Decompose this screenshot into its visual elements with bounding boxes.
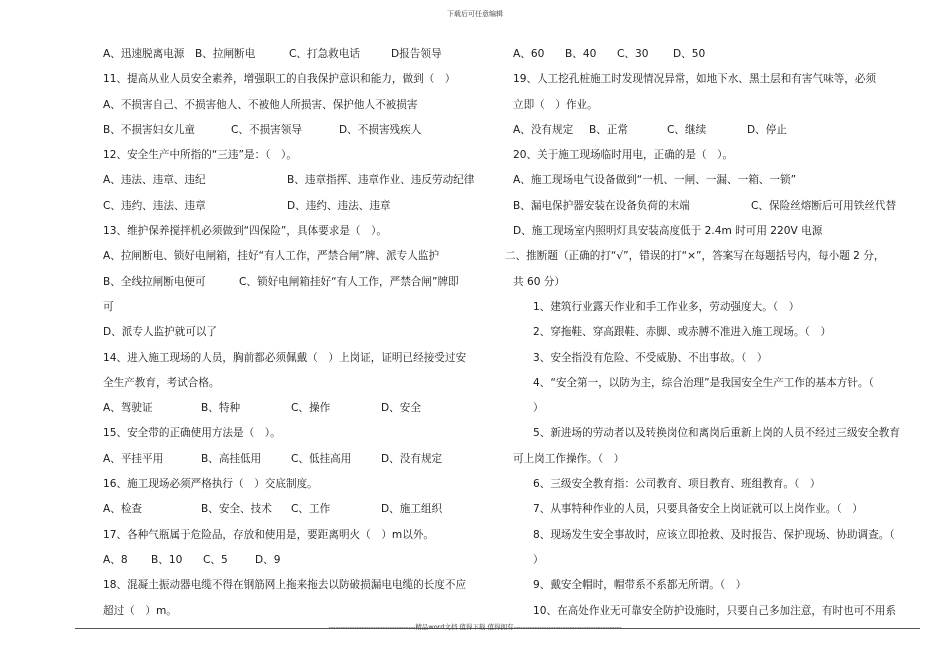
options-q18 [513,42,923,67]
question-15: 15、安全带的正确使用方法是（ ）。 [103,427,281,440]
option-b: B、10 [151,553,183,566]
option-d: D、没有规定 [381,452,443,465]
option-a: A、60 [513,48,545,60]
judgment-continuation: ） [533,553,544,566]
option-c: C、继续 [667,123,707,136]
option-c: C、锁好电闸箱挂好“有人工作，严禁合闸”牌即 [239,275,459,288]
option-b: B、安全、技术 [201,503,272,516]
options-q15 [103,447,493,472]
question-11: 11、提高从业人员安全素养，增强职工的自我保护意识和能力，做到（ ） [103,73,456,86]
option-a: A、检查 [103,503,143,516]
options-q14 [103,396,493,421]
option-line: D、派专人监护就可以了 [103,326,218,339]
options-q11 [103,118,493,143]
option-b: B、漏电保护器安装在设备负荷的末端 [513,199,690,212]
judgment-3: 3、安全指没有危险、不受威胁、不出事故。（ ） [533,351,768,364]
option-a: A、8 [103,553,128,566]
option-b: B、正常 [589,123,629,136]
option-line: A、不损害自己、不损害他人、不被他人所损害、保护他人不被损害 [103,98,418,111]
option-c: C、不损害领导 [231,123,302,136]
right-column [505,42,923,624]
option-c: C、工作 [291,503,331,516]
judgment-continuation: 可上岗工作操作。（ ） [513,452,625,465]
judgment-2: 2、穿拖鞋、穿高跟鞋、赤脚、或赤膊不准进入施工现场。（ ） [533,326,832,339]
question-12: 12、安全生产中所指的“三违”是：（ ）。 [103,149,297,162]
option-d: D、停止 [747,123,787,136]
option-b: B、违章指挥、违章作业、违反劳动纪律 [287,174,475,187]
question-continuation: 立即（ ）作业。 [513,98,598,111]
question-17: 17、各种气瓶属于危险品，存放和使用是，要距离明火（ ）m以外。 [103,528,435,541]
header-note: 下载后可任意编辑 [447,10,503,18]
question-continuation: 全生产教育，考试合格。 [103,376,220,389]
option-d: D、50 [673,48,706,60]
option-b: B、特种 [201,402,241,415]
option-a: A、没有规定 [513,123,574,136]
judgment-5: 5、新进场的劳动者以及转换岗位和离岗后重新上岗的人员不经过三级安全教育 [533,427,900,440]
left-column [103,42,493,624]
question-20: 20、关于施工现场临时用电，正确的是（ ）。 [513,149,734,162]
question-16: 16、施工现场必须严格执行（ ）交底制度。 [103,478,318,491]
judgment-10: 10、在高处作业无可靠安全防护设施时，只要自己多加注意，有时也可不用系 [533,604,897,617]
option-b: B、不损害妇女儿童 [103,123,196,136]
option-line: A、施工现场电气设备做到“一机、一闸、一漏、一箱、一锁” [513,174,797,187]
option-d: D报告领导 [391,48,442,60]
judgment-continuation: ） [533,402,544,415]
option-d: D、安全 [381,402,421,415]
option-d: D、违约、违法、违章 [287,199,391,212]
option-continuation: 可 [103,300,114,313]
option-line: D、施工现场室内照明灯具安装高度低于 2.4m 时可用 220V 电源 [513,225,823,238]
question-18: 18、混凝土振动器电缆不得在钢筋网上拖来拖去以防破损漏电电缆的长度不应 [103,579,467,592]
option-b: B、拉闸断电 [195,48,256,60]
options-q12-ab [103,168,493,193]
option-b: B、高挂低用 [201,452,262,465]
option-d: D、施工组织 [381,503,443,516]
option-d: D、不损害残疾人 [339,123,422,136]
options-q19 [513,118,923,143]
option-a: A、平挂平用 [103,452,164,465]
option-a: A、迅速脱离电源 [103,48,185,60]
option-c: C、低挂高用 [291,452,352,465]
footer-note: -------------------------------------精品word文档 值得下载 值得拥有---------------------------------------------- [328,623,622,631]
options-q10 [103,42,493,67]
option-b: B、40 [565,48,597,60]
judgment-8: 8、现场发生安全事故时，应该立即抢救、及时报告、保护现场、协助调查。（ [533,528,895,541]
option-c: C、5 [203,553,228,566]
section-heading-continuation: 共 60 分） [513,275,565,288]
judgment-9: 9、戴安全帽时，帽带系不系都无所谓。（ ） [533,579,747,592]
option-d: D、9 [255,553,281,566]
options-q16 [103,497,493,522]
options-q17 [103,548,493,573]
judgment-4: 4、“安全第一，以防为主，综合治理”是我国安全生产工作的基本方针。（ [533,376,874,389]
option-a: A、驾驶证 [103,402,153,415]
judgment-6: 6、三级安全教育指：公司教育、项目教育、班组教育。（ ） [533,478,821,491]
question-14: 14、进入施工现场的人员，胸前都必须佩戴（ ）上岗证，证明已经接受过安 [103,351,467,364]
judgment-1: 1、建筑行业露天作业和手工作业多，劳动强度大。（ ） [533,300,800,313]
option-b: B、全线拉闸断电便可 [103,275,206,288]
option-a: A、违法、违章、违纪 [103,174,206,187]
option-c: C、违约、违法、违章 [103,199,206,212]
options-q12-cd [103,194,493,219]
option-c: C、操作 [291,402,331,415]
options-q20-bc [513,194,923,219]
question-19: 19、人工挖孔桩施工时发现情况异常，如地下水、黑土层和有害气味等，必须 [513,73,877,86]
option-c: C、打急救电话 [289,48,360,60]
question-continuation: 超过（ ）m。 [103,604,177,617]
option-c: C、保险丝熔断后可用铁丝代替 [751,199,897,212]
judgment-7: 7、从事特种作业的人员，只要具备安全上岗证就可以上岗作业。（ ） [533,503,863,516]
section-heading: 二、推断题（正确的打“√”，错误的打“×”，答案写在每题括号内，每小题 2 分， [505,250,885,263]
question-13: 13、维护保养搅拌机必须做到“四保险”，具体要求是（ ）。 [103,225,387,238]
option-line: A、拉闸断电、锁好电闸箱，挂好“有人工作，严禁合闸”牌、派专人监护 [103,250,440,263]
options-q13-bc [103,270,493,295]
option-c: C、30 [617,48,649,60]
